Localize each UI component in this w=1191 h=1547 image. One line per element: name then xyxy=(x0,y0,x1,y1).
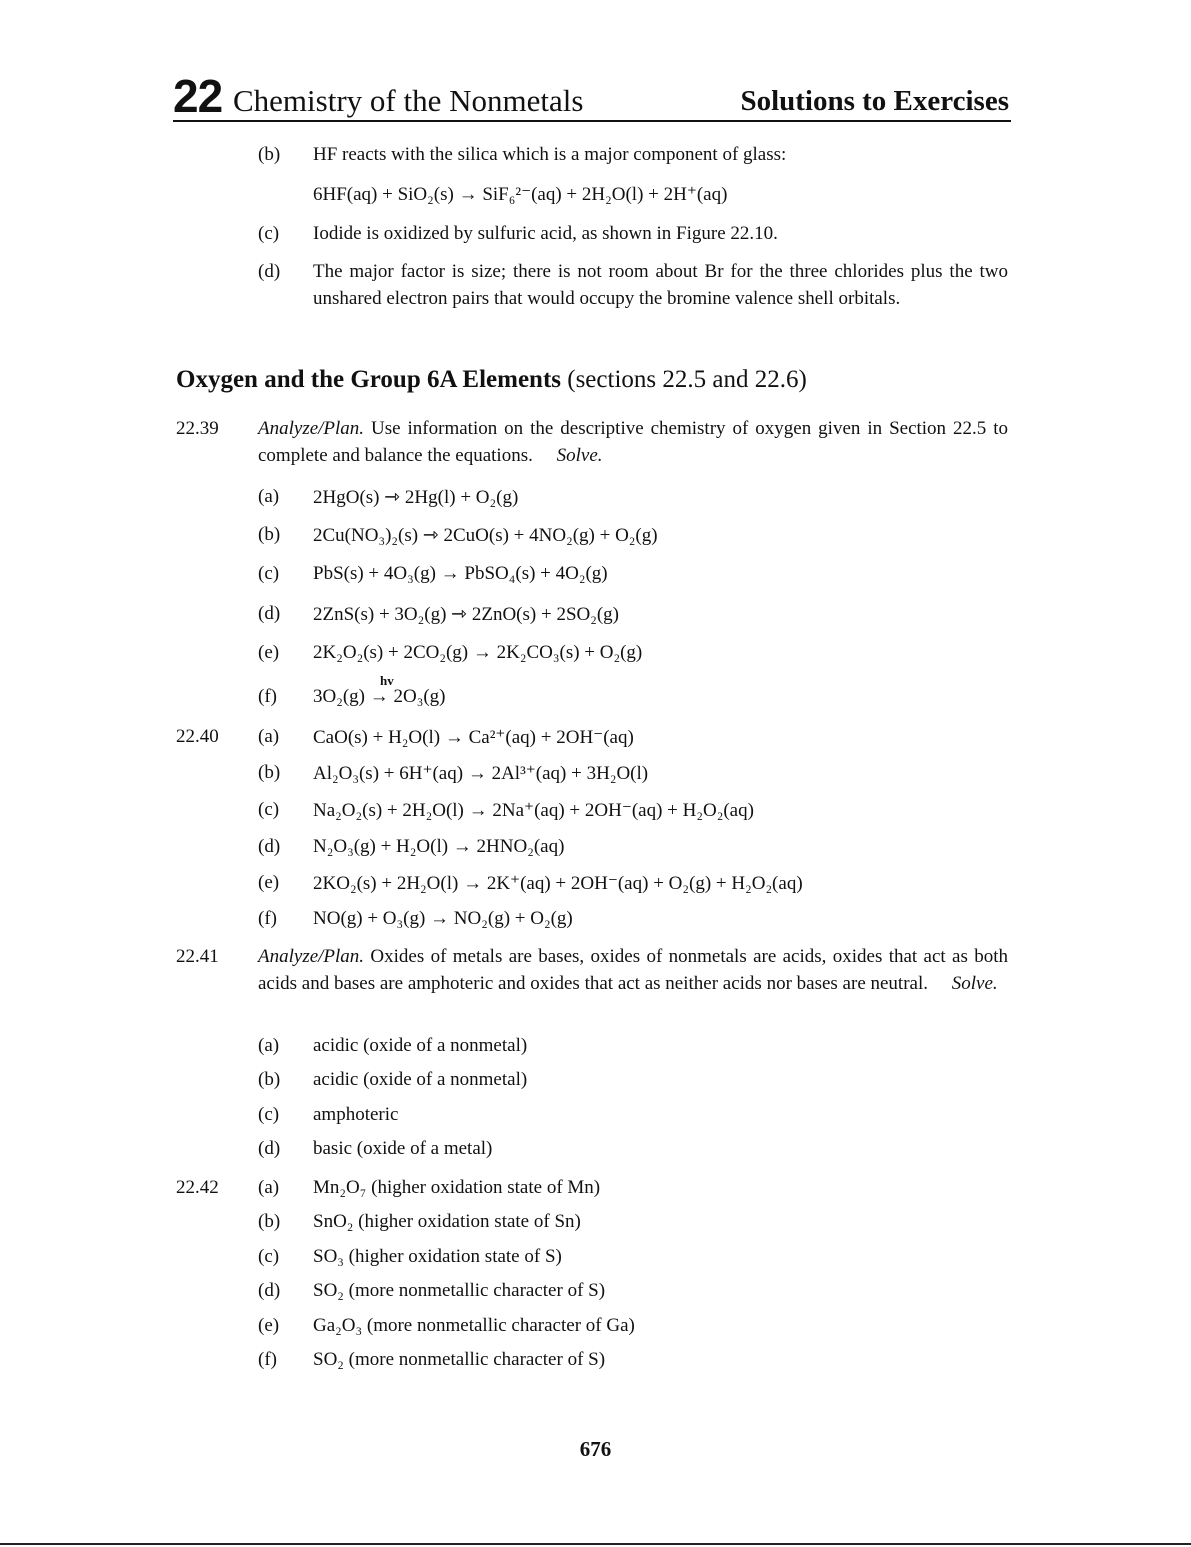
item-text: amphoteric xyxy=(313,1104,399,1125)
item-text: SO₃ (higher oxidation state of S) xyxy=(313,1246,562,1267)
chapter-number: 22 xyxy=(173,70,223,122)
item-text: acidic (oxide of a nonmetal) xyxy=(313,1069,528,1090)
item-label: (f) xyxy=(258,686,277,707)
item-text: SnO₂ (higher oxidation state of Sn) xyxy=(313,1211,581,1232)
item-text: SO₂ (more nonmetallic character of S) xyxy=(313,1349,606,1370)
equation: CaO(s) + H₂O(l) → Ca²⁺(aq) + 2OH⁻(aq) xyxy=(313,727,634,748)
item-label: (e) xyxy=(258,1315,280,1336)
section-title-rest: (sections 22.5 and 22.6) xyxy=(561,366,807,393)
problem-intro xyxy=(258,943,1008,997)
item-label: (b) xyxy=(258,1069,281,1090)
item-label: (e) xyxy=(258,642,280,663)
item-text: acidic (oxide of a nonmetal) xyxy=(313,1035,528,1056)
item-label: (f) xyxy=(258,908,277,929)
page-header xyxy=(173,72,1011,122)
photon-label: hv xyxy=(380,673,394,688)
item-text: SO₂ (more nonmetallic character of S) xyxy=(313,1280,606,1301)
item-text: Iodide is oxidized by sulfuric acid, as shown in Figure 22.10. xyxy=(313,223,778,244)
equation: N₂O₃(g) + H₂O(l) → 2HNO₂(aq) xyxy=(313,836,565,857)
item-label: (b) xyxy=(258,524,281,545)
page-number: 676 xyxy=(579,1437,612,1461)
item-label: (b) xyxy=(258,1211,281,1232)
item-label: (c) xyxy=(258,1246,280,1267)
item-label: (d) xyxy=(258,1280,281,1301)
item-label: (c) xyxy=(258,223,280,244)
equation: 3O₂(g) → 2O₃(g) xyxy=(313,686,446,707)
analyze-label: Analyze/Plan. xyxy=(258,418,365,439)
section-title-bold: Oxygen and the Group 6A Elements xyxy=(176,366,561,393)
item-text: Ga₂O₃ (more nonmetallic character of Ga) xyxy=(313,1315,635,1336)
solutions-title: Solutions to Exercises xyxy=(740,85,1009,117)
equation: 6HF(aq) + SiO₂(s) → SiF₆²⁻(aq) + 2H₂O(l) + 2H⁺(aq) xyxy=(313,184,728,205)
equation: 2ZnS(s) + 3O₂(g) ⇾ 2ZnO(s) + 2SO₂(g) xyxy=(313,604,620,625)
item-label: (d) xyxy=(258,603,281,624)
item-label: (a) xyxy=(258,486,280,507)
equation: PbS(s) + 4O₃(g) → PbSO₄(s) + 4O₂(g) xyxy=(313,563,608,584)
item-label: (f) xyxy=(258,1349,277,1370)
item-text: basic (oxide of a metal) xyxy=(313,1138,493,1159)
solve-label: Solve. xyxy=(951,973,998,994)
item-label: (e) xyxy=(258,872,280,893)
item-label: (a) xyxy=(258,1177,280,1198)
solve-label: Solve. xyxy=(556,445,603,466)
intro-text: Oxides of metals are bases, oxides of nonmetals are acids, oxides that act as both acids and bases are amphoteric and oxides that act as neither acids nor bases are neutral. xyxy=(258,946,1008,994)
problem-number: 22.42 xyxy=(176,1177,219,1198)
item-label: (c) xyxy=(258,563,280,584)
equation: 2Cu(NO₃)₂(s) ⇾ 2CuO(s) + 4NO₂(g) + O₂(g) xyxy=(313,525,658,546)
problem-intro xyxy=(258,415,1008,469)
analyze-label: Analyze/Plan. xyxy=(258,946,365,967)
item-label: (b) xyxy=(258,144,281,165)
equation: Al₂O₃(s) + 6H⁺(aq) → 2Al³⁺(aq) + 3H₂O(l) xyxy=(313,763,649,784)
item-label: (c) xyxy=(258,1104,280,1125)
item-label: (d) xyxy=(258,1138,281,1159)
equation: Na₂O₂(s) + 2H₂O(l) → 2Na⁺(aq) + 2OH⁻(aq) + H₂O₂(aq) xyxy=(313,800,754,821)
item-label: (a) xyxy=(258,726,280,747)
equation: 2HgO(s) ⇾ 2Hg(l) + O₂(g) xyxy=(313,487,519,508)
bottom-rule xyxy=(0,1543,1191,1545)
item-label: (b) xyxy=(258,762,281,783)
problem-number: 22.41 xyxy=(176,946,219,967)
chapter-title: Chemistry of the Nonmetals xyxy=(233,83,584,118)
item-label: (c) xyxy=(258,799,280,820)
section-heading xyxy=(176,366,807,394)
equation: NO(g) + O₃(g) → NO₂(g) + O₂(g) xyxy=(313,908,573,929)
equation: 2K₂O₂(s) + 2CO₂(g) → 2K₂CO₃(s) + O₂(g) xyxy=(313,642,643,663)
problem-number: 22.39 xyxy=(176,418,219,439)
equation: 2KO₂(s) + 2H₂O(l) → 2K⁺(aq) + 2OH⁻(aq) + O₂(g) + H₂O₂(aq) xyxy=(313,873,803,894)
item-paragraph: The major factor is size; there is not room about Br for the three chlorides plus the two unshared electron pairs that would occupy the bromine valence shell orbitals. xyxy=(313,261,1008,309)
item-label: (a) xyxy=(258,1035,280,1056)
item-label: (d) xyxy=(258,261,281,282)
problem-number: 22.40 xyxy=(176,726,219,747)
item-text: Mn₂O₇ (higher oxidation state of Mn) xyxy=(313,1177,601,1198)
intro-text: Use information on the descriptive chemistry of oxygen given in Section 22.5 to complete and balance the equations. xyxy=(258,418,1008,466)
item-label: (d) xyxy=(258,836,281,857)
item-text: HF reacts with the silica which is a major component of glass: xyxy=(313,144,787,165)
